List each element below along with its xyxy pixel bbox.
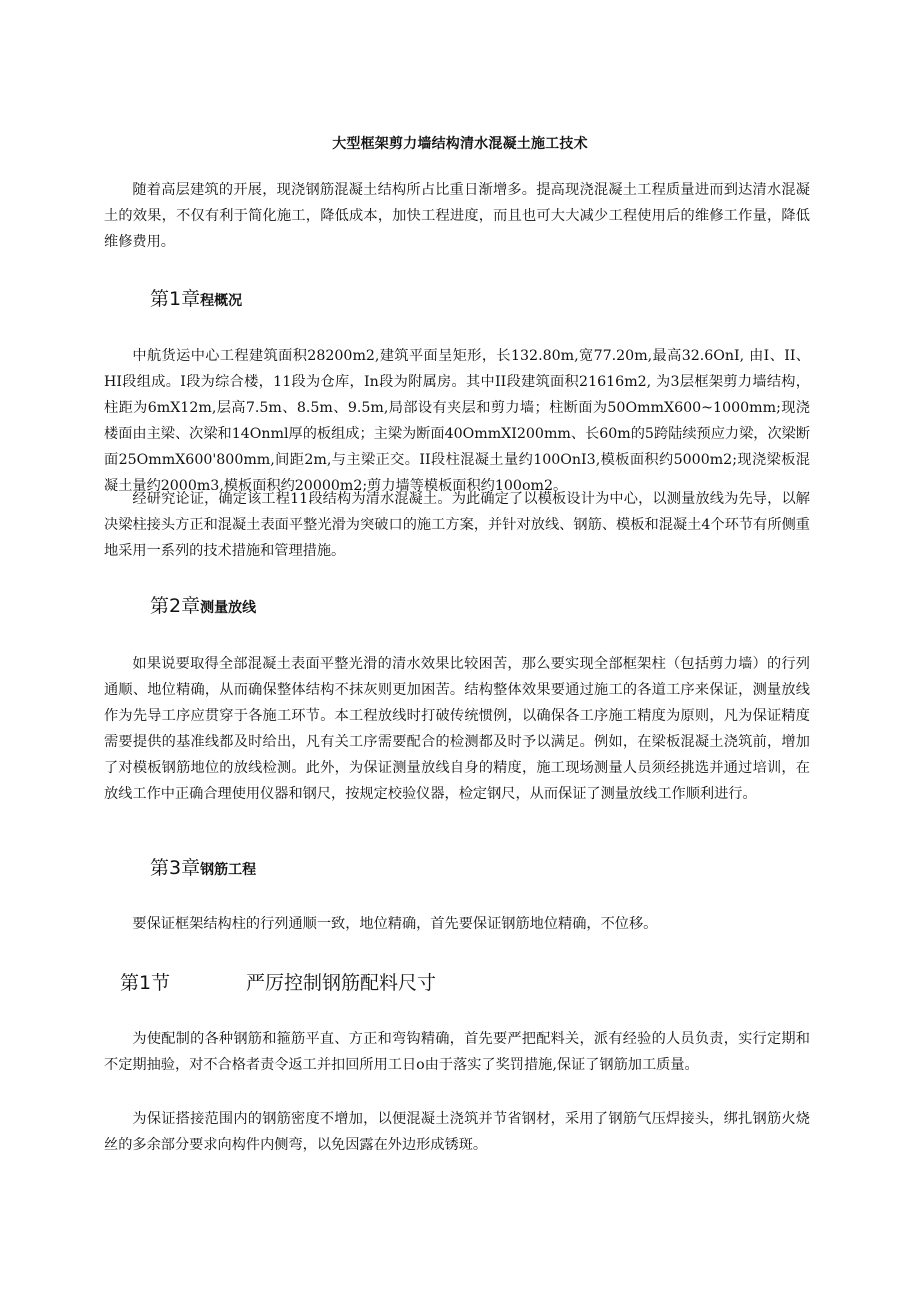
section-1-title: 严厉控制钢筋配料尺寸 bbox=[246, 972, 437, 994]
chapter-2-heading bbox=[150, 594, 256, 620]
chapter-3-heading bbox=[150, 856, 256, 882]
document-title: 大型框架剪力墙结构清水混凝土施工技术 bbox=[332, 136, 588, 152]
chapter-3-label: 第3章 bbox=[150, 857, 201, 879]
chapter-1-label: 第1章 bbox=[150, 288, 201, 310]
chapter-1-heading bbox=[150, 287, 242, 313]
chapter-3-paragraph-1: 要保证框架结构柱的行列通顺一致，地位精确，首先要保证钢筋地位精确，不位移。 bbox=[132, 916, 658, 932]
section-1-heading bbox=[120, 970, 437, 996]
intro-paragraph: 随着高层建筑的开展，现浇钢筋混凝土结构所占比重日渐增多。提高现浇混凝土工程质量进而到达清水混凝土的效果，不仅有利于简化施工，降低成本，加快工程进度，而且也可大大减少工程使用后的维修工作量，降低维修费用。 bbox=[104, 182, 810, 250]
chapter-2-paragraph-1: 如果说要取得全部混凝土表面平整光滑的清水效果比较困苦，那么要实现全部框架柱（包括剪力墙）的行列通顺、地位精确，从而确保整体结构不抹灰则更加困苦。结构整体效果要通过施工的各道工序来保证，测量放线作为先导工序应贯穿于各施工环节。本工程放线时打破传统惯例，以确保各工序施工精度为原则，凡为保证精度需要提供的基准线都及时给出，凡有关工序需要配合的检测都及时予以满足。例如，在梁板混凝土浇筑前，增加了对模板钢筋地位的放线检测。此外，为保证测量放线自身的精度，施工现场测量人员须经挑选并通过培训，在放线工作中正确合理使用仪器和钢尺，按规定校验仪器，检定钢尺，从而保证了测量放线工作顺利进行。 bbox=[104, 656, 810, 802]
section-1-paragraph-2: 为保证搭接范围内的钢筋密度不增加，以便混凝土浇筑并节省钢材，采用了钢筋气压焊接头，绑扎钢筋火烧丝的多余部分要求向构件内侧弯，以免因露在外边形成锈斑。 bbox=[104, 1111, 810, 1153]
chapter-2-title: 测量放线 bbox=[200, 600, 257, 616]
chapter-1-paragraph-1: 中航货运中心工程建筑面积28200m2,建筑平面呈矩形，长132.80m,宽77.20m,最高32.6OnI, 由I、II、HI段组成。I段为综合楼，11段为仓库，In段为附属房。其中II段建筑面积21616m2, 为3层框架剪力墙结构，柱距为6mX12m,层高7.5m、8.5m、9.5m,局部设有夹层和剪力墙；柱断面为50OmmX600~1000mm;现浇楼面由主梁、次梁和14Onml厚的板组成；主梁为断面40OmmXI200mm、长60m的5跨陆续预应力梁，次梁断面25OmmX600'800mm,间距2m,与主梁正交。II段柱混凝土量约100OnI3,模板面积约5000m2;现浇梁板混凝土量约2000m3,模板面积约20000m2;剪力墙等模板面积约100om2。 bbox=[104, 348, 811, 494]
chapter-1-title: 程概况 bbox=[200, 293, 243, 309]
chapter-2-label: 第2章 bbox=[150, 595, 201, 617]
chapter-1-paragraph-2: 经研究论证，确定该工程11段结构为清水混凝土。为此确定了以模板设计为中心，以测量放线为先导，以解决梁柱接头方正和混凝土表面平整光滑为突破口的施工方案，并针对放线、钢筋、模板和混凝土4个环节有所侧重地采用一系列的技术措施和管理措施。 bbox=[104, 491, 810, 559]
section-1-label: 第1节 bbox=[120, 972, 171, 994]
section-1-paragraph-1: 为使配制的各种钢筋和箍筋平直、方正和弯钩精确，首先要严把配料关，派有经验的人员负责，实行定期和不定期抽验，对不合格者责令返工并扣回所用工日o由于落实了奖罚措施,保证了钢筋加工质量。 bbox=[104, 1031, 810, 1073]
chapter-3-title: 钢筋工程 bbox=[200, 862, 257, 878]
